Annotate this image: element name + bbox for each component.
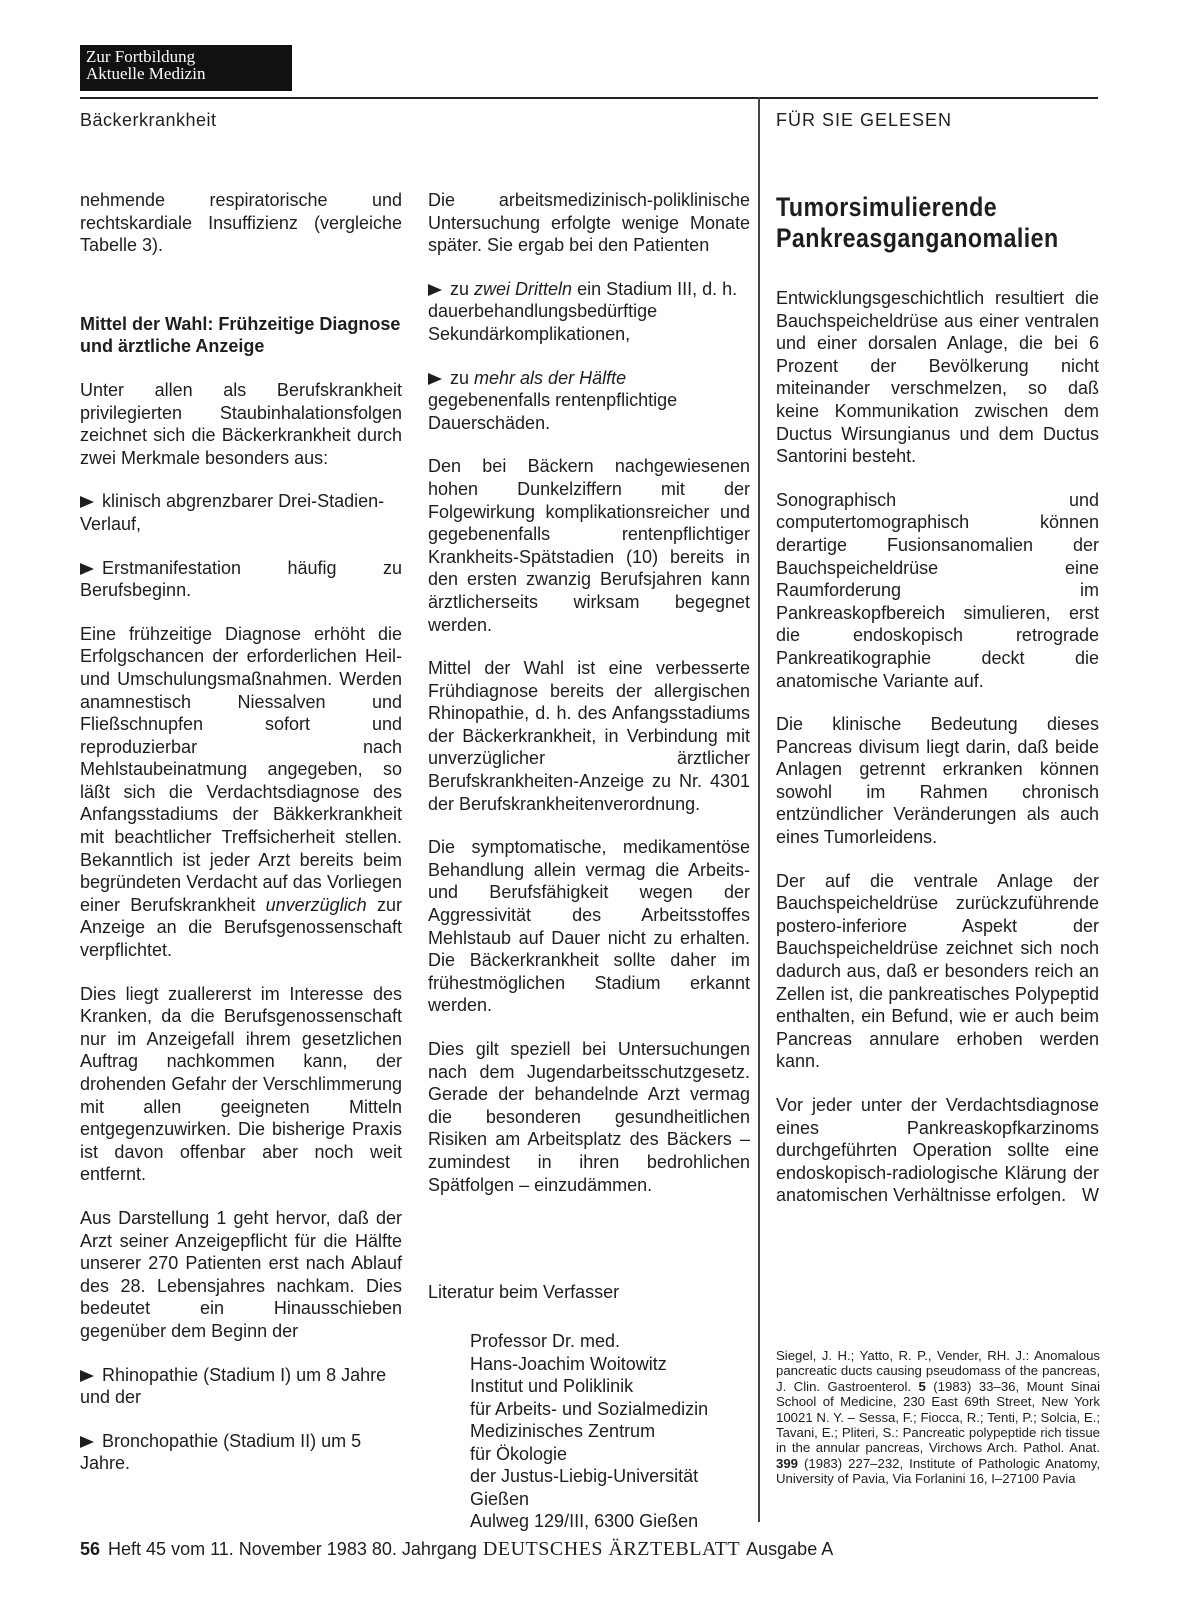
list-item-text: Bronchopathie (Stadium II) um 5 Jahre. (80, 1430, 362, 1474)
list-item (428, 278, 750, 346)
reference-text: (1983) 227–232, Institute of Pathologic Anatomy, University of Pavia, Via Forlanini 16, I–27100 Pavia (776, 1455, 1100, 1487)
address-line: für Ökologie (470, 1443, 568, 1464)
list-item-text: gegebenenfalls rentenpflichtige Dauerschäden. (428, 390, 678, 433)
address-line: Institut und Poliklinik (470, 1376, 634, 1396)
magazine-name: DEUTSCHES ÄRZTEBLATT (482, 1538, 741, 1560)
list-item-text: zu (450, 278, 470, 299)
emphasis-text: unverzüglich (265, 894, 367, 915)
series-label (80, 45, 292, 91)
article-column-1 (80, 189, 402, 1496)
paragraph: Die arbeitsmedizinisch-poliklinische Untersuchung erfolgte wenige Monate später. Sie ergab bei den Patienten (428, 190, 750, 256)
list-item (80, 1364, 402, 1409)
address-line: Gießen (470, 1488, 530, 1509)
reference-text: Siegel, J. H.; Yatto, R. P., Vender, RH. J.: Anomalous pancreatic ducts causing pseudomass of the pancreas, J. Clin. Gastroenterol. (776, 1348, 1100, 1394)
paragraph: Aus Darstellung 1 geht hervor, daß der Arzt seiner Anzeigepflicht für die Hälfte unserer 270 Patienten erst nach Ablauf des 28. Lebensjahres nachkam. Dies bedeutet ein Hinausschieben gegenüber dem Beginn der (80, 1207, 402, 1341)
triangle-bullet-icon (80, 563, 94, 575)
paragraph: Sonographisch und computertomographisch können derartige Fusionsanomalien der Bauchspeicheldrüse eine Raumforderung im Pankreaskopfbereich simulieren, erst die endoskopisch retrograde Pankreatikographie deckt die anatomische Variante auf. (776, 489, 1099, 691)
address-line: Hans-Joachim Woitowitz (470, 1353, 667, 1374)
address-line: für Arbeits- und Sozialmedizin (470, 1398, 709, 1419)
paragraph: Dies liegt zuallererst im Interesse des Kranken, da die Berufsgenossenschaft nur im Anzeigefall ihrem gesetzlichen Auftrag nachkommen kann, der drohenden Gefahr der Verschlimmerung mit allen geeigneten Mitteln entgegenzuwirken. Die bisherige Praxis ist davon offenbar aber noch weit entfernt. (80, 983, 402, 1185)
list-item-text: Erstmanifestation häufig zu Berufsbeginn. (80, 557, 402, 601)
literature-note: Literatur beim Verfasser (428, 1282, 620, 1302)
emphasis-text: mehr als der Hälfte (474, 367, 627, 388)
list-item-text: klinisch abgrenzbarer Drei-Stadien-Verlauf, (80, 491, 385, 534)
list-item-text: ein Stadium III, d. h. dauerbehandlungsbedürftige Sekundärkomplikationen, (428, 278, 738, 344)
headline-line1: Tumorsimulierende (776, 192, 998, 222)
address-line: Professor Dr. med. (470, 1331, 621, 1351)
section-title-right: FÜR SIE GELESEN (776, 110, 953, 130)
list-item (428, 367, 750, 435)
triangle-bullet-icon (80, 1436, 94, 1448)
paragraph-text: Vor jeder unter der Verdachtsdiagnose eines Pankreaskopfkarzinoms durchgeführten Operation sollte eine endoskopisch-radiologische Klärung der anatomischen Verhältnisse erfolgen. (776, 1095, 1099, 1206)
section-title-left: Bäckerkrankheit (80, 110, 217, 130)
paragraph-text: Eine frühzeitige Diagnose erhöht die Erfolgschancen der erforderlichen Heil- und Umschulungsmaßnahmen. Werden anamnestisch Niessalven und Fließschnupfen sofort und reproduzierbar nach Mehlstaubeinatmung angegeben, so läßt sich die Verdachtsdiagnose des Anfangsstadiums der Bäkkerkrankheit mit beachtlicher Treffsicherheit stellen. Bekanntlich ist jeder Arzt bereits beim begründeten Verdacht auf das Vorliegen einer Berufskrankheit (80, 623, 402, 915)
paragraph: nehmende respiratorische und rechtskardiale Insuffizienz (vergleiche Tabelle 3). (80, 190, 402, 256)
paragraph (80, 623, 402, 962)
column-divider (758, 97, 760, 1522)
address-line: Aulweg 129/III, 6300 Gießen (470, 1511, 699, 1531)
author-address (470, 1330, 708, 1533)
paragraph: Dies gilt speziell bei Untersuchungen nach dem Jugendarbeitsschutzgesetz. Gerade der behandelnde Arzt vermag die besonderen gesundheitlichen Risiken am Arbeitsplatz des Bäckers – zumindest in ihren bedrohlichen Spätfolgen – einzudämmen. (428, 1039, 750, 1195)
reference-volume: 5 (918, 1378, 926, 1394)
address-line: der Justus-Liebig-Universität (470, 1466, 699, 1486)
paragraph: Die symptomatische, medikamentöse Behandlung allein vermag die Arbeits- und Berufsfähigkeit wegen der Aggressivität des Arbeitsstoffes Mehlstaub auf Dauer nicht zu erhalten. Die Bäckerkrankheit sollte daher im frühestmöglichen Stadium erkannt werden. (428, 837, 750, 1016)
article-column-3 (776, 287, 1099, 1228)
reference-block (776, 1348, 1100, 1487)
article-headline (776, 192, 1060, 254)
series-label-line1: Zur Fortbildung (86, 47, 196, 66)
triangle-bullet-icon (428, 373, 442, 385)
list-item (80, 1430, 402, 1475)
paragraph: Den bei Bäckern nachgewiesenen hohen Dunkelziffern mit der Folgewirkung komplikationsreicher und gegebenenfalls rentenpflichtiger Krankheits-Spätstadien (10) bereits in den ersten zwanzig Berufsjahren kann ärztlicherseits wirksam begegnet werden. (428, 456, 750, 635)
list-item-text: Rhinopathie (Stadium I) um 8 Jahre und der (80, 1364, 387, 1408)
triangle-bullet-icon (80, 496, 94, 508)
address-line: Medizinisches Zentrum (470, 1421, 656, 1441)
page-footer (80, 1538, 833, 1561)
paragraph (776, 1094, 1099, 1207)
triangle-bullet-icon (428, 284, 442, 296)
list-item (80, 490, 402, 535)
issue-info: Heft 45 vom 11. November 1983 80. Jahrgang (108, 1539, 477, 1559)
paragraph-text: zur Anzeige an die Berufsgenossenschaft verpflichtet. (80, 894, 402, 961)
triangle-bullet-icon (80, 1370, 94, 1382)
series-label-line2: Aktuelle Medizin (86, 64, 206, 83)
page-number: 56 (80, 1539, 101, 1559)
list-item-text: zu (450, 367, 470, 388)
paragraph: Unter allen als Berufskrankheit privilegierten Staubinhalationsfolgen zeichnet sich die Bäckerkrankheit durch zwei Merkmale besonders aus: (80, 379, 402, 468)
paragraph: Die klinische Bedeutung dieses Pancreas divisum liegt darin, daß beide Anlagen getrennt erkranken können sowohl im Rahmen chronisch entzündlicher Veränderungen als auch eines Tumorleidens. (776, 714, 1099, 848)
paragraph: Mittel der Wahl ist eine verbesserte Frühdiagnose bereits der allergischen Rhinopathie, d. h. des Anfangsstadiums der Bäckerkrankheit, in Verbindung mit unverzüglicher ärztlicher Berufskrankheiten-Anzeige zu Nr. 4301 der Berufskrankheitenverordnung. (428, 658, 750, 814)
article-column-2 (428, 189, 750, 1217)
headline-line2: Pankreasganganomalien (776, 223, 1059, 253)
emphasis-text: zwei Dritteln (474, 278, 573, 299)
paragraph: Entwicklungsgeschichtlich resultiert die Bauchspeicheldrüse aus einer ventralen und einer dorsalen Anlage, die bei 6 Prozent der Bevölkerung nicht miteinander verschmelzen, so daß keine Kommunikation zwischen dem Ductus Wirsungianus und dem Ductus Santorini besteht. (776, 288, 1099, 467)
list-item (80, 557, 402, 602)
header-rule (80, 97, 1098, 99)
subheading: Mittel der Wahl: Frühzeitige Diagnose und ärztliche Anzeige (80, 313, 401, 357)
edition-label: Ausgabe A (746, 1539, 834, 1559)
reference-volume: 399 (776, 1455, 799, 1471)
paragraph: Der auf die ventrale Anlage der Bauchspeicheldrüse zurückzuführende postero-inferiore Aspekt der Bauchspeicheldrüse zeichnet sich noch dadurch aus, daß er besonders reich an Zellen ist, die pankreatisches Polypeptid enthalten, ein Befund, wie er auch beim Pancreas annulare erhoben werden kann. (776, 870, 1099, 1072)
author-signature: W (1082, 1185, 1099, 1206)
reference-text: (1983) 33–36, Mount Sinai School of Medicine, 230 East 69th Street, New York 10021 N. Y. – Sessa, F.; Fiocca, R.; Tenti, P.; Solcia, E.; Tavani, E.; Pliteri, S.: Pancreatic polypeptide rich tissue in the annular pancreas, Virchows Arch. Pathol. Anat. (776, 1378, 1100, 1456)
